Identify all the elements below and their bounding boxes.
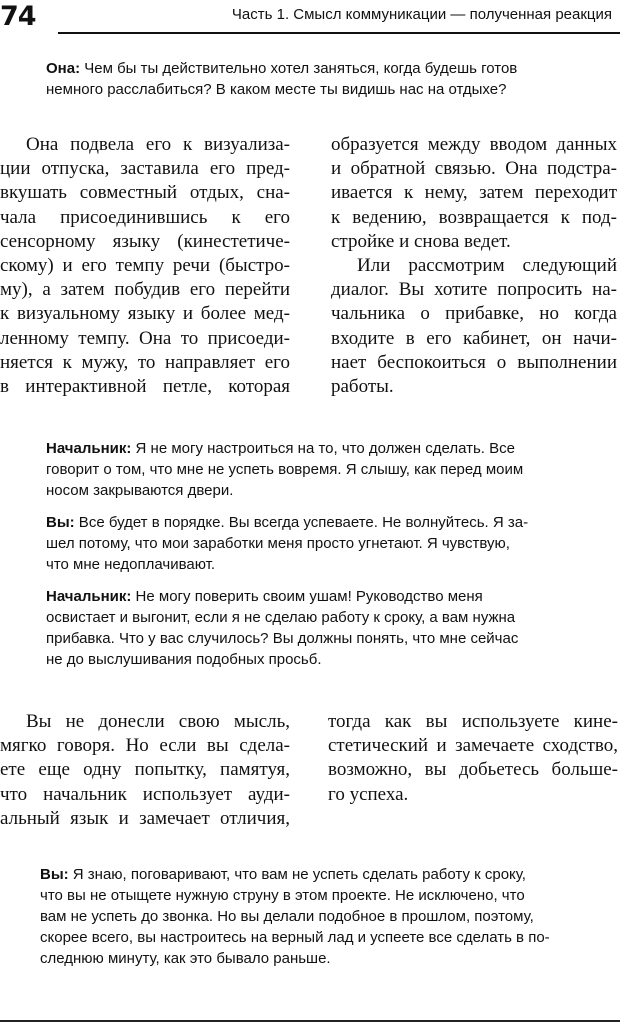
speech-text: Я знаю, поговаривают, что вам не успеть сделать работу к сроку, <box>68 866 526 883</box>
text-line: Она подвела его к визуализа- <box>26 134 290 155</box>
text-line: чала присоединившись к его <box>0 206 290 228</box>
text-line: нает беспокоиться о выполнении <box>331 351 617 373</box>
header-rule <box>58 32 620 34</box>
text-line: к визуальному языку и более мед- <box>0 303 290 325</box>
speech-text: Я не могу настроиться на то, что должен сделать. Все <box>131 440 515 457</box>
text-line: ции отпуска, заставила его пред- <box>0 158 290 180</box>
dialog-block-4 <box>46 586 586 670</box>
text-line: образуется между вводом данных <box>331 134 617 155</box>
text-line: альный язык и замечает отличия, <box>0 807 290 829</box>
speech-text: Чем бы ты действительно хотел заняться, когда будешь готов <box>80 60 518 77</box>
dialog-block-3 <box>46 512 586 575</box>
dialog-line: следнюю минуту, как это бывало раньше. <box>40 950 331 967</box>
speaker-label: Она: <box>46 60 81 77</box>
text-line: ивается к нему, затем переходит <box>331 182 617 204</box>
dialog-line: скорее всего, вы настроитесь на верный лад и успеете все сделать в по- <box>40 929 550 946</box>
dialog-line <box>46 438 586 459</box>
body-column-left-1 <box>0 133 290 399</box>
dialog-line: носом закрываются двери. <box>46 482 234 499</box>
speech-text: Все будет в порядке. Вы всегда успеваете. Не волнуйтесь. Я за- <box>74 514 529 531</box>
speech-text: Не могу поверить своим ушам! Руководство меня <box>131 588 483 605</box>
footer-rule <box>0 1020 620 1022</box>
text-line: работы. <box>331 376 394 398</box>
text-line: му), а затем побудив его перейти <box>0 279 290 301</box>
speaker-label: Вы: <box>40 866 69 883</box>
body-column-right-2 <box>328 710 618 807</box>
text-line: стетический и замечаете сходство, <box>328 735 618 757</box>
dialog-line: немного расслабиться? В каком месте ты видишь нас на отдыхе? <box>46 81 507 98</box>
dialog-line: прибавка. Что у вас случилось? Вы должны понять, что мне сейчас <box>46 630 519 647</box>
dialog-line <box>40 864 600 885</box>
text-line: няется к мужу, то направляет его <box>0 351 290 373</box>
text-line: скому) и его темпу речи (быстро- <box>0 255 290 277</box>
text-line: ленному темпу. Она то присоеди- <box>0 327 290 349</box>
dialog-line: освистает и выгонит, если я не сделаю работу к сроку, а вам нужна <box>46 609 516 626</box>
dialog-block-5 <box>40 864 600 969</box>
text-line: сенсорному языку (кинестетиче- <box>0 230 290 252</box>
text-line: к ведению, возвращается к под- <box>331 206 617 228</box>
body-column-left-2 <box>0 710 290 831</box>
dialog-line: вам не успеть до звонка. Но вы делали подобное в прошлом, поэтому, <box>40 908 534 925</box>
dialog-block-2 <box>46 438 586 501</box>
text-line: ете еще одну попытку, памятуя, <box>0 759 290 781</box>
dialog-line: говорит о том, что мне не успеть вовремя. Я слышу, как перед моим <box>46 461 524 478</box>
dialog-line: не до выслушивания подобных просьб. <box>46 651 322 668</box>
text-line: стройке и снова ведет. <box>331 230 511 252</box>
dialog-line: что вы не отыщете нужную струну в этом проекте. Не исключено, что <box>40 887 525 904</box>
text-line: чальника о прибавке, но когда <box>331 303 617 325</box>
body-column-right-1 <box>331 133 617 399</box>
text-line: го успеха. <box>328 783 409 805</box>
text-line: входите в его кабинет, он начи- <box>331 327 617 349</box>
text-line: Или рассмотрим следующий <box>357 255 617 277</box>
dialog-line <box>46 512 586 533</box>
speaker-label: Вы: <box>46 514 75 531</box>
text-line: Вы не донесли свою мысль, <box>26 711 290 732</box>
running-head: Часть 1. Смысл коммуникации — полученная реакция <box>231 6 612 23</box>
dialog-line: шел потому, что мои заработки меня просто угнетают. Я чувствую, <box>46 535 510 552</box>
text-line: в интерактивной петле, которая <box>0 376 290 398</box>
text-line: тогда как вы используете кине- <box>328 711 618 732</box>
dialog-line: что мне недоплачивают. <box>46 556 216 573</box>
text-line: диалог. Вы хотите попросить на- <box>331 279 617 301</box>
text-line: вкушать совместный отдых, сна- <box>0 182 290 204</box>
text-line: что начальник использует ауди- <box>0 783 290 805</box>
page-number: 74 <box>0 1 36 32</box>
text-line: и обратной связью. Она подстра- <box>331 158 617 180</box>
text-line: возможно, вы добьетесь больше- <box>328 759 618 781</box>
dialog-line <box>46 586 586 607</box>
speaker-label: Начальник: <box>46 588 132 605</box>
text-line: мягко говоря. Но если вы сдела- <box>0 735 290 757</box>
dialog-block-1 <box>46 58 586 100</box>
dialog-line <box>46 58 586 79</box>
speaker-label: Начальник: <box>46 440 132 457</box>
